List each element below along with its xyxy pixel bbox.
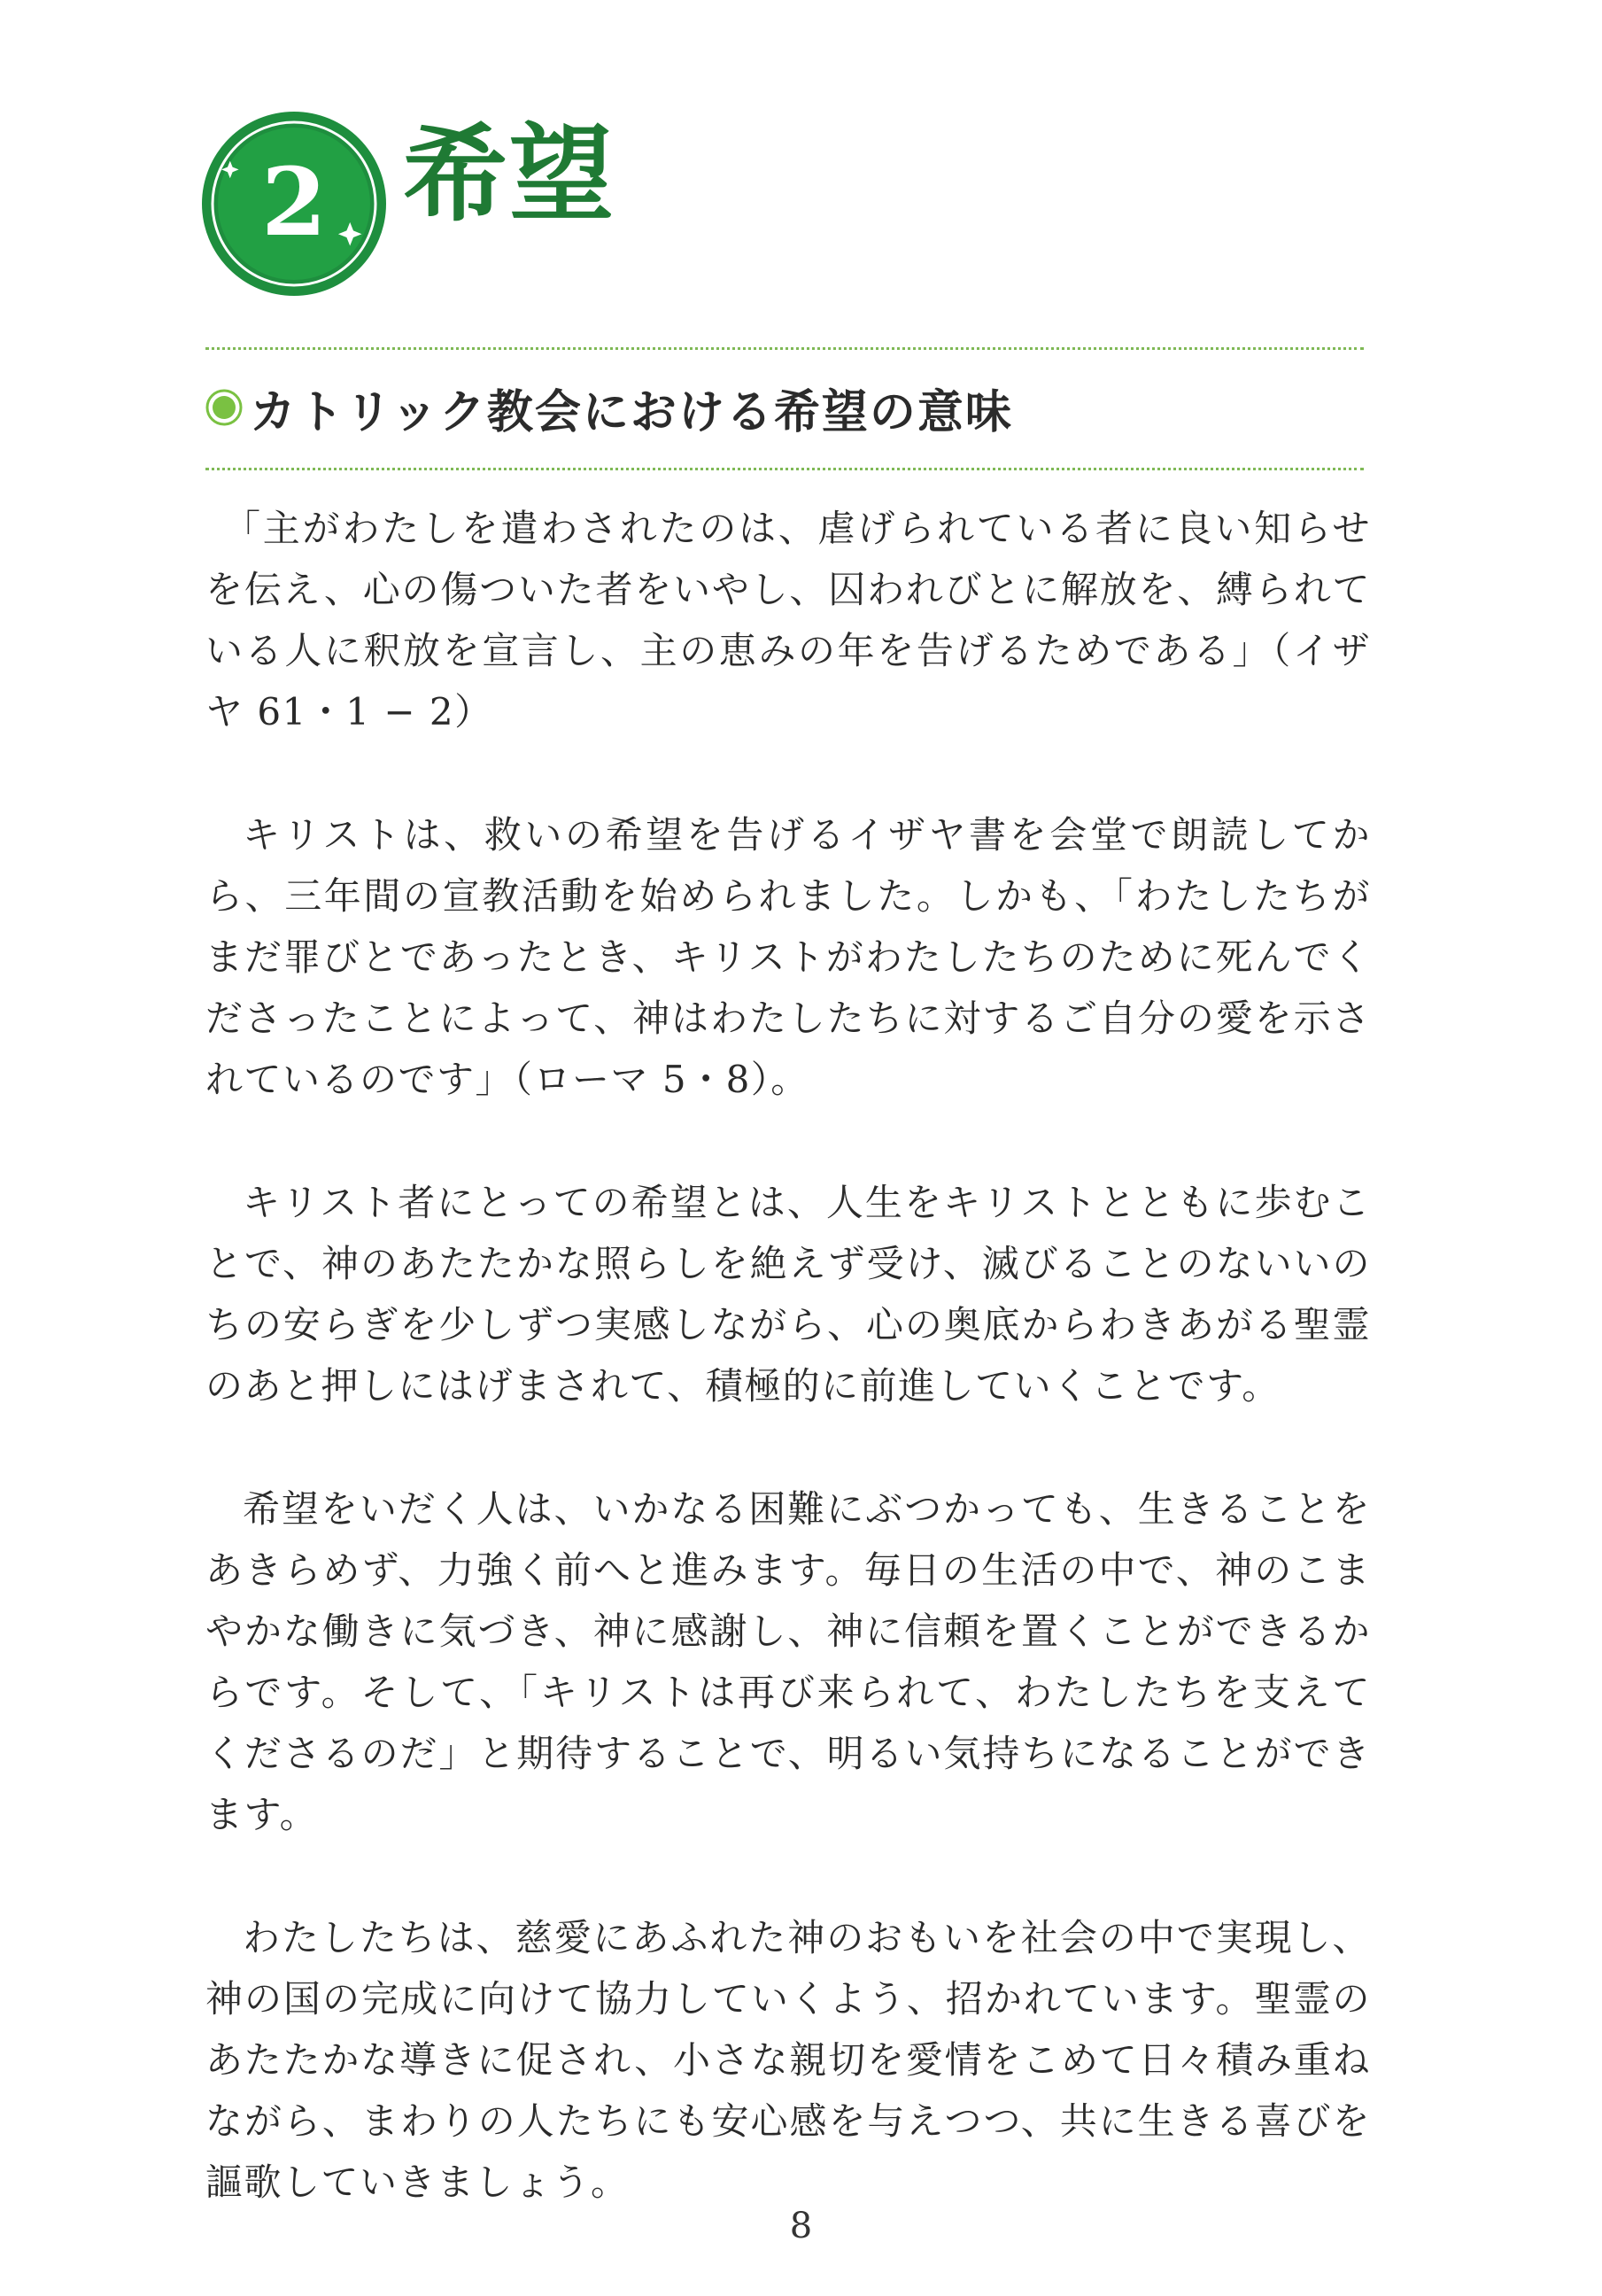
divider-bottom: [205, 468, 1364, 470]
body-paragraph: わたしたちは、慈愛にあふれた神のおもいを社会の中で実現し、神の国の完成に向けて協力していくよう、招かれています。聖霊のあたたかな導きに促され、小さな親切を愛情をこめて日々積み重ねながら、まわりの人たちにも安心感を与えつつ、共に生きる喜びを謳歌していきましょう。: [205, 1916, 1371, 2204]
chapter-title: 希望: [403, 112, 616, 236]
body-paragraph: キリストは、救いの希望を告げるイザヤ書を会堂で朗読してから、三年間の宣教活動を始められました。しかも、「わたしたちがまだ罪びとであったとき、キリストがわたしたちのために死んでくださったことによって、神はわたしたちに対するご自分の愛を示されているのです」（ローマ 5・8）。: [205, 813, 1371, 1101]
chapter-number: 2: [261, 146, 327, 257]
green-circle-bullet-icon: [205, 389, 243, 426]
section-heading-text: カトリック教会における希望の意味: [250, 385, 1013, 439]
chapter-number-badge: [197, 106, 391, 301]
body-paragraph: キリスト者にとっての希望とは、人生をキリストとともに歩むことで、神のあたたかな照らしを絶えず受け、滅びることのないいのちの安らぎを少しずつ実感しながら、心の奥底からわきあがる聖霊のあと押しにはげまされて、積極的に前進していくことです。: [205, 1181, 1371, 1408]
section-heading: [205, 372, 1013, 443]
body-paragraph: 希望をいだく人は、いかなる困難にぶつかっても、生きることをあきらめず、力強く前へと進みます。毎日の生活の中で、神のこまやかな働きに気づき、神に感謝し、神に信頼を置くことができるからです。そして、「キリストは再び来られて、わたしたちを支えてくださるのだ」と期待することで、明るい気持ちになることができます。: [205, 1487, 1371, 1836]
scripture-quote-paragraph: 「主がわたしを遣わされたのは、虐げられている者に良い知らせを伝え、心の傷ついた者をいやし、囚われびとに解放を、縛られている人に釈放を宣言し、主の恵みの年を告げるためである」（イザヤ 61・1 − 2）: [205, 507, 1371, 733]
divider-top: [205, 347, 1364, 350]
body-text: [205, 498, 1371, 2275]
page-number: 8: [789, 2206, 813, 2246]
